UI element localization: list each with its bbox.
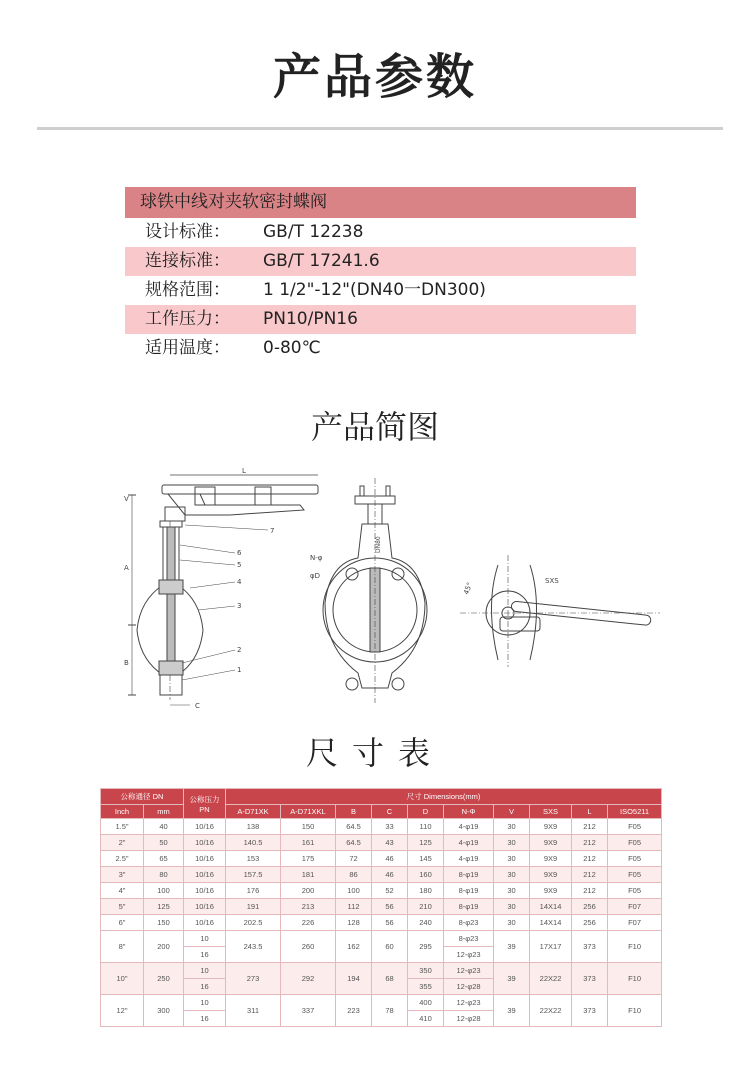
table-cell: 243.5 — [226, 931, 281, 963]
subheader: A-D71XK — [226, 805, 281, 819]
table-cell: 10/16 — [184, 915, 226, 931]
table-cell: 194 — [336, 963, 372, 995]
table-cell: 39 — [494, 963, 530, 995]
table-cell: 12" — [101, 995, 144, 1027]
table-cell: F05 — [608, 851, 662, 867]
table-cell: 30 — [494, 851, 530, 867]
subheader: V — [494, 805, 530, 819]
table-cell: 295 — [408, 931, 444, 963]
subheader: SXS — [530, 805, 572, 819]
spec-row-temperature — [125, 334, 636, 363]
table-cell: 260 — [281, 931, 336, 963]
table-cell: 64.5 — [336, 835, 372, 851]
table-cell: 300 — [144, 995, 184, 1027]
part-label-3: 3 — [237, 602, 242, 610]
subheader: Inch — [101, 805, 144, 819]
valve-top-view-drawing — [460, 555, 665, 670]
table-cell: 16 — [184, 979, 226, 995]
table-row — [101, 899, 662, 915]
table-cell: 10 — [184, 931, 226, 947]
spec-row-pressure — [125, 305, 636, 334]
table-cell: 39 — [494, 931, 530, 963]
table-cell: 145 — [408, 851, 444, 867]
table-cell: 350 — [408, 963, 444, 979]
part-label-7: 7 — [270, 527, 275, 535]
table-cell: 176 — [226, 883, 281, 899]
table-cell: 10/16 — [184, 835, 226, 851]
table-cell: 4-φ19 — [444, 851, 494, 867]
table-cell: 30 — [494, 819, 530, 835]
table-cell: 200 — [281, 883, 336, 899]
table-cell: 140.5 — [226, 835, 281, 851]
table-cell: 40 — [144, 819, 184, 835]
table-cell: 30 — [494, 835, 530, 851]
table-cell: 9X9 — [530, 819, 572, 835]
table-cell: 355 — [408, 979, 444, 995]
table-cell: 256 — [572, 915, 608, 931]
table-row — [101, 931, 662, 947]
table-cell: 86 — [336, 867, 372, 883]
table-cell: 9X9 — [530, 867, 572, 883]
table-cell: 30 — [494, 883, 530, 899]
table-cell: 138 — [226, 819, 281, 835]
header-nominal: 公称通径 DN — [101, 789, 184, 805]
table-cell: 10/16 — [184, 883, 226, 899]
table-cell: 8-φ19 — [444, 867, 494, 883]
table-cell: 100 — [336, 883, 372, 899]
table-cell: 9X9 — [530, 851, 572, 867]
table-cell: 43 — [372, 835, 408, 851]
part-label-6: 6 — [237, 549, 242, 557]
table-cell: 78 — [372, 995, 408, 1027]
table-row — [101, 867, 662, 883]
table-cell: 200 — [144, 931, 184, 963]
table-cell: 8-φ23 — [444, 931, 494, 947]
table-cell: 14X14 — [530, 915, 572, 931]
table-cell: 202.5 — [226, 915, 281, 931]
table-cell: 150 — [281, 819, 336, 835]
table-row — [101, 995, 662, 1011]
table-cell: 8-φ23 — [444, 915, 494, 931]
table-cell: 10" — [101, 963, 144, 995]
table-cell: 112 — [336, 899, 372, 915]
table-cell: 311 — [226, 995, 281, 1027]
table-row — [101, 835, 662, 851]
label-dn80: DN80 — [375, 536, 382, 553]
table-row — [101, 851, 662, 867]
table-cell: 373 — [572, 995, 608, 1027]
table-cell: 10/16 — [184, 867, 226, 883]
table-cell: 10/16 — [184, 819, 226, 835]
spec-key: 工作压力： — [145, 309, 230, 329]
table-cell: 46 — [372, 867, 408, 883]
table-cell: 65 — [144, 851, 184, 867]
spec-value: 0-80℃ — [263, 338, 321, 358]
subheader: ISO5211 — [608, 805, 662, 819]
table-cell: 212 — [572, 883, 608, 899]
table-cell: 128 — [336, 915, 372, 931]
table-cell: 337 — [281, 995, 336, 1027]
table-cell: 400 — [408, 995, 444, 1011]
spec-value: GB/T 12238 — [263, 222, 364, 242]
table-cell: 157.5 — [226, 867, 281, 883]
table-cell: 160 — [408, 867, 444, 883]
label-V: V — [124, 495, 129, 503]
table-title: 尺寸表 — [305, 734, 444, 772]
table-cell: F05 — [608, 867, 662, 883]
table-cell: 175 — [281, 851, 336, 867]
table-cell: 5" — [101, 899, 144, 915]
table-cell: 16 — [184, 1011, 226, 1027]
part-label-2: 2 — [237, 646, 242, 654]
spec-key: 设计标准： — [145, 222, 230, 242]
table-cell: 153 — [226, 851, 281, 867]
subheader: C — [372, 805, 408, 819]
label-sxs: SXS — [545, 577, 559, 585]
table-cell: 150 — [144, 915, 184, 931]
table-cell: 12-φ28 — [444, 979, 494, 995]
table-cell: 10 — [184, 995, 226, 1011]
table-cell: 6" — [101, 915, 144, 931]
table-row — [101, 819, 662, 835]
table-cell: 4-φ19 — [444, 835, 494, 851]
table-cell: 30 — [494, 867, 530, 883]
label-C: C — [195, 702, 200, 710]
table-cell: 22X22 — [530, 995, 572, 1027]
table-cell: 273 — [226, 963, 281, 995]
subheader: N-Φ — [444, 805, 494, 819]
spec-heading: 球铁中线对夹软密封蝶阀 — [125, 187, 636, 218]
table-cell: 9X9 — [530, 835, 572, 851]
table-cell: F07 — [608, 915, 662, 931]
spec-panel — [125, 187, 636, 363]
table-cell: 10/16 — [184, 899, 226, 915]
table-cell: 1.5" — [101, 819, 144, 835]
table-cell: 212 — [572, 867, 608, 883]
table-cell: 213 — [281, 899, 336, 915]
table-row — [101, 883, 662, 899]
table-cell: F05 — [608, 883, 662, 899]
table-cell: 210 — [408, 899, 444, 915]
subheader: D — [408, 805, 444, 819]
header-dimensions: 尺寸 Dimensions(mm) — [226, 789, 662, 805]
table-cell: 52 — [372, 883, 408, 899]
table-cell: 56 — [372, 899, 408, 915]
table-cell: 212 — [572, 819, 608, 835]
label-L: L — [242, 467, 246, 475]
table-cell: 56 — [372, 915, 408, 931]
table-cell: F07 — [608, 899, 662, 915]
table-cell: 256 — [572, 899, 608, 915]
valve-side-section-drawing — [110, 465, 325, 715]
table-cell: 12-φ23 — [444, 995, 494, 1011]
table-cell: 4-φ19 — [444, 819, 494, 835]
table-cell: 110 — [408, 819, 444, 835]
table-cell: 22X22 — [530, 963, 572, 995]
spec-key: 适用温度： — [145, 338, 230, 358]
spec-key: 规格范围： — [145, 280, 230, 300]
label-A: A — [124, 564, 129, 572]
table-cell: 8" — [101, 931, 144, 963]
table-cell: F10 — [608, 995, 662, 1027]
valve-front-view-drawing — [300, 478, 440, 708]
table-cell: 30 — [494, 899, 530, 915]
label-n-phi: N-φ — [310, 554, 323, 562]
table-cell: 10/16 — [184, 851, 226, 867]
title-divider — [37, 127, 723, 130]
table-cell: 17X17 — [530, 931, 572, 963]
spec-value: PN10/PN16 — [263, 309, 358, 329]
table-cell: 33 — [372, 819, 408, 835]
header-pressure — [184, 789, 226, 819]
table-cell: 10 — [184, 963, 226, 979]
table-cell: 12-φ23 — [444, 963, 494, 979]
table-cell: 50 — [144, 835, 184, 851]
header-pn-text: PN — [199, 804, 210, 814]
spec-row-design — [125, 218, 636, 247]
table-cell: 30 — [494, 915, 530, 931]
table-cell: 212 — [572, 851, 608, 867]
table-cell: 161 — [281, 835, 336, 851]
table-cell: 64.5 — [336, 819, 372, 835]
table-cell: 4" — [101, 883, 144, 899]
spec-key: 连接标准： — [145, 251, 230, 271]
table-cell: 68 — [372, 963, 408, 995]
table-row — [101, 915, 662, 931]
page-title: 产品参数 — [272, 49, 477, 105]
table-cell: 292 — [281, 963, 336, 995]
spec-row-connection — [125, 247, 636, 276]
table-cell: 39 — [494, 995, 530, 1027]
table-cell: 2" — [101, 835, 144, 851]
part-label-4: 4 — [237, 578, 242, 586]
subheader: mm — [144, 805, 184, 819]
table-cell: 373 — [572, 963, 608, 995]
table-cell: F05 — [608, 819, 662, 835]
table-cell: 250 — [144, 963, 184, 995]
table-cell: 2.5" — [101, 851, 144, 867]
table-cell: 16 — [184, 947, 226, 963]
part-label-5: 5 — [237, 561, 242, 569]
table-cell: 212 — [572, 835, 608, 851]
table-cell: 373 — [572, 931, 608, 963]
table-cell: 8-φ19 — [444, 883, 494, 899]
subheader: L — [572, 805, 608, 819]
table-cell: 100 — [144, 883, 184, 899]
table-cell: 9X9 — [530, 883, 572, 899]
spec-value: 1 1/2"-12"(DN40一DN300) — [263, 280, 486, 300]
table-cell: 46 — [372, 851, 408, 867]
table-cell: 12-φ28 — [444, 1011, 494, 1027]
table-cell: 226 — [281, 915, 336, 931]
spec-row-size-range — [125, 276, 636, 305]
label-angle: 45° — [462, 581, 475, 596]
table-cell: F10 — [608, 963, 662, 995]
label-B: B — [124, 659, 129, 667]
table-cell: 410 — [408, 1011, 444, 1027]
subheader: A-D71XKL — [281, 805, 336, 819]
table-cell: 3" — [101, 867, 144, 883]
table-cell: 80 — [144, 867, 184, 883]
diagram-title: 产品简图 — [310, 408, 439, 446]
part-label-1: 1 — [237, 666, 242, 674]
dimensions-table — [100, 788, 662, 1027]
table-row — [101, 963, 662, 979]
table-cell: 125 — [408, 835, 444, 851]
table-cell: 191 — [226, 899, 281, 915]
table-cell: 60 — [372, 931, 408, 963]
table-cell: 181 — [281, 867, 336, 883]
table-cell: 125 — [144, 899, 184, 915]
table-cell: 14X14 — [530, 899, 572, 915]
table-cell: F05 — [608, 835, 662, 851]
label-phi-d: φD — [310, 572, 321, 580]
table-cell: 72 — [336, 851, 372, 867]
spec-value: GB/T 17241.6 — [263, 251, 380, 271]
table-cell: 8-φ19 — [444, 899, 494, 915]
subheader: B — [336, 805, 372, 819]
table-cell: F10 — [608, 931, 662, 963]
table-cell: 223 — [336, 995, 372, 1027]
table-cell: 162 — [336, 931, 372, 963]
table-cell: 12-φ23 — [444, 947, 494, 963]
table-cell: 180 — [408, 883, 444, 899]
header-pressure-text: 公称压力 — [189, 794, 220, 804]
table-cell: 240 — [408, 915, 444, 931]
